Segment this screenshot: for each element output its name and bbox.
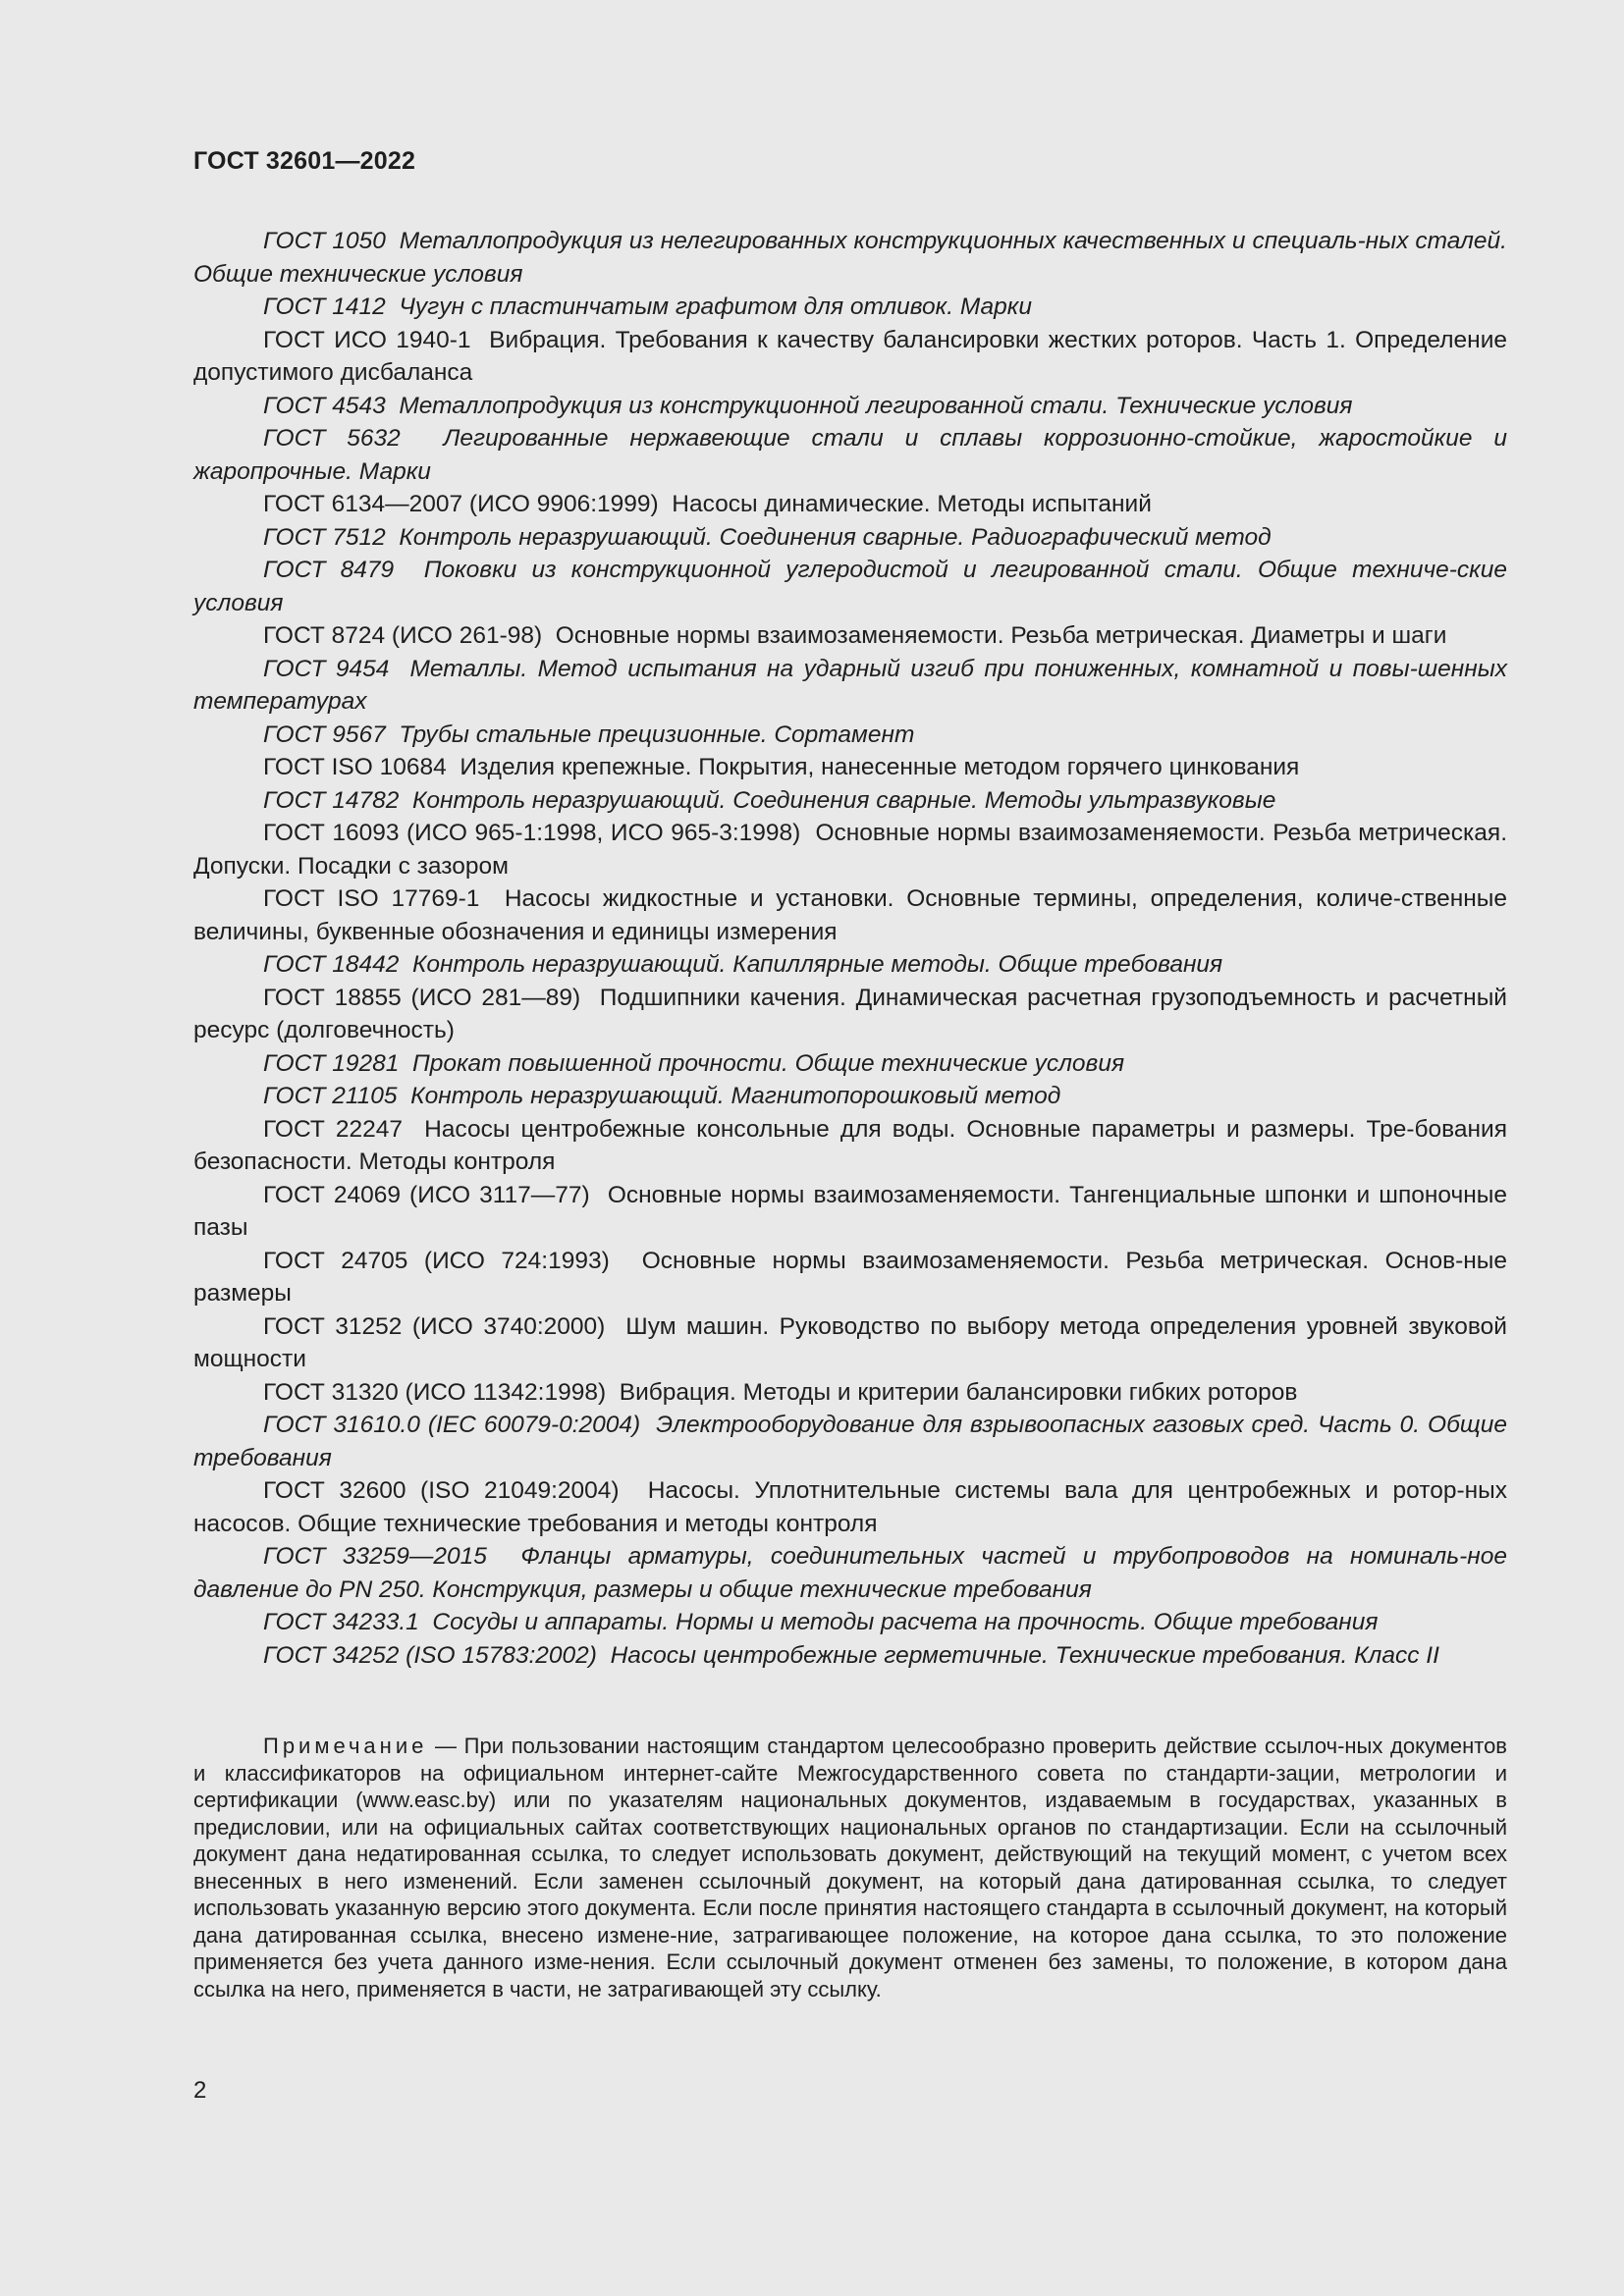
reference-code: ГОСТ ISO 10684: [263, 754, 447, 780]
reference-title: Вибрация. Требования к качеству балансировки жестких роторов. Часть 1. Определение допустимого дисбаланса: [193, 326, 1507, 386]
reference-entry: [193, 1409, 1507, 1474]
reference-code: ГОСТ 4543: [263, 392, 386, 419]
reference-entry: [193, 653, 1507, 719]
reference-entry: [193, 882, 1507, 948]
reference-code: ГОСТ 21105: [263, 1083, 398, 1109]
reference-code: ГОСТ 31252 (ИСО 3740:2000): [263, 1312, 606, 1340]
reference-title: Насосы жидкостные и установки. Основные термины, определения, количе-ственные величины, буквенные обозначения и единицы измерения: [193, 885, 1507, 945]
reference-title: Прокат повышенной прочности. Общие технические условия: [411, 1049, 1125, 1077]
reference-title: Металлопродукция из конструкционной легированной стали. Технические условия: [399, 392, 1353, 419]
reference-code: ГОСТ 31320 (ИСО 11342:1998): [263, 1378, 607, 1406]
reference-title: Основные нормы взаимозаменяемости. Тангенциальные шпонки и шпоночные пазы: [193, 1181, 1507, 1241]
reference-title: Электрооборудование для взрывоопасных газовых сред. Часть 0. Общие требования: [193, 1412, 1507, 1471]
page-number: 2: [193, 2077, 207, 2104]
reference-entry: [193, 390, 1507, 423]
reference-code: ГОСТ 6134—2007 (ИСО 9906:1999): [263, 491, 659, 517]
reference-title: Чугун с пластинчатым графитом для отливок. Марки: [399, 294, 1032, 320]
reference-entry: [193, 751, 1507, 784]
reference-title: Металлы. Метод испытания на ударный изгиб при пониженных, комнатной и повы-шенных температурах: [193, 655, 1507, 715]
reference-entry: [193, 1474, 1507, 1540]
reference-code: ГОСТ 9567: [263, 721, 386, 748]
reference-entry: [193, 521, 1507, 555]
reference-title: Основные нормы взаимозаменяемости. Резьба метрическая. Основ-ные размеры: [193, 1247, 1508, 1307]
reference-code: ГОСТ 8724 (ИСО 261-98): [263, 622, 543, 649]
reference-title: Насосы. Уплотнительные системы вала для центробежных и ротор-ных насосов. Общие технические требования и методы контроля: [193, 1477, 1507, 1537]
reference-code: ГОСТ 34252 (ISO 15783:2002): [263, 1641, 597, 1669]
reference-title: Легированные нержавеющие стали и сплавы коррозионно-стойкие, жаростойкие и жаропрочные. Марки: [193, 425, 1507, 485]
reference-title: Основные нормы взаимозаменяемости. Резьба метрическая. Допуски. Посадки с зазором: [193, 820, 1507, 880]
reference-code: ГОСТ 24069 (ИСО 3117—77): [263, 1181, 590, 1208]
reference-code: ГОСТ 1412: [263, 294, 386, 320]
reference-title: Насосы центробежные консольные для воды. Основные параметры и размеры. Тре-бования безопасности. Методы контроля: [193, 1115, 1507, 1175]
reference-code: ГОСТ 8479: [263, 557, 395, 583]
reference-title: Основные нормы взаимозаменяемости. Резьба метрическая. Диаметры и шаги: [555, 622, 1447, 649]
reference-entry: [193, 1047, 1507, 1081]
reference-entry: [193, 554, 1507, 619]
reference-code: ГОСТ 16093 (ИСО 965-1:1998, ИСО 965-3:1998): [263, 820, 801, 846]
reference-title: Подшипники качения. Динамическая расчетная грузоподъемность и расчетный ресурс (долговечность): [193, 984, 1507, 1043]
reference-title: Шум машин. Руководство по выбору метода определения уровней звуковой мощности: [193, 1312, 1507, 1372]
reference-code: ГОСТ 19281: [263, 1049, 400, 1077]
reference-entry: [193, 719, 1507, 752]
reference-title: Сосуды и аппараты. Нормы и методы расчета на прочность. Общие требования: [432, 1609, 1379, 1635]
reference-entry: [193, 817, 1507, 882]
reference-entry: [193, 1606, 1507, 1639]
reference-entry: [193, 1080, 1507, 1113]
note-text: — При пользовании настоящим стандартом целесообразно проверить действие ссылоч-ных документов и классификаторов на официальном интернет-сайте Межгосударственного совета по стандарти-зации, метрологии и сертификации (www.easc.by) или по указателям национальных документов, издаваемым в государствах, указанных в предисловии, или на официальных сайтах соответствующих национальных органов по стандартизации. Если на ссылочный документ дана недатированная ссылка, то следует использовать документ, действующий на текущий момент, с учетом всех внесенных в него изменений. Если заменен ссылочный документ, на который дана датированная ссылка, то следует использовать указанную версию этого документа. Если после принятия настоящего стандарта в ссылочный документ, на который дана датированная ссылка, внесено измене-ние, затрагивающее положение, на которое дана ссылка, то это положение применяется без учета данного изме-нения. Если ссылочный документ отменен без замены, то положение, в котором дана ссылка на него, применяется в части, не затрагивающей эту ссылку.: [193, 1734, 1507, 2002]
reference-code: ГОСТ ИСО 1940-1: [263, 326, 471, 353]
reference-entry: [193, 422, 1507, 488]
reference-entry: [193, 324, 1507, 390]
reference-entry: [193, 1179, 1507, 1245]
reference-title: Контроль неразрушающий. Соединения сварные. Методы ультразвуковые: [411, 786, 1276, 814]
reference-code: ГОСТ 7512: [263, 523, 386, 551]
reference-entry: [193, 1376, 1507, 1410]
reference-entry: [193, 225, 1507, 291]
reference-title: Вибрация. Методы и критерии балансировки гибких роторов: [619, 1378, 1298, 1406]
reference-entry: [193, 948, 1507, 982]
reference-code: ГОСТ 18442: [263, 951, 400, 978]
reference-entry: [193, 488, 1507, 521]
reference-entry: [193, 1113, 1507, 1179]
reference-title: Насосы динамические. Методы испытаний: [672, 491, 1152, 517]
reference-code: ГОСТ 33259—2015: [263, 1543, 487, 1570]
reference-entry: [193, 1639, 1507, 1673]
reference-title: Изделия крепежные. Покрытия, нанесенные методом горячего цинкования: [460, 754, 1300, 780]
reference-code: ГОСТ 1050: [263, 228, 386, 254]
note-label: Примечание: [263, 1734, 428, 1758]
reference-title: Трубы стальные прецизионные. Сортамент: [399, 721, 915, 748]
note-paragraph: [193, 1733, 1507, 2002]
reference-title: Контроль неразрушающий. Магнитопорошковый метод: [410, 1083, 1061, 1109]
reference-entry: [193, 291, 1507, 324]
reference-title: Металлопродукция из нелегированных конструкционных качественных и специаль-ных сталей. Общие технические условия: [193, 228, 1507, 288]
reference-code: ГОСТ 34233.1: [263, 1609, 419, 1635]
reference-code: ГОСТ 18855 (ИСО 281—89): [263, 984, 581, 1011]
reference-entry: [193, 982, 1507, 1047]
normative-references-list: [193, 225, 1507, 1672]
reference-title: Насосы центробежные герметичные. Технические требования. Класс II: [610, 1641, 1439, 1669]
reference-entry: [193, 1310, 1507, 1376]
reference-code: ГОСТ 24705 (ИСО 724:1993): [263, 1247, 610, 1274]
reference-title: Поковки из конструкционной углеродистой и легированной стали. Общие техниче-ские условия: [193, 557, 1507, 616]
reference-title: Контроль неразрушающий. Соединения сварные. Радиографический метод: [399, 523, 1272, 551]
reference-code: ГОСТ 22247: [263, 1115, 403, 1143]
reference-code: ГОСТ ISO 17769-1: [263, 885, 480, 912]
reference-title: Фланцы арматуры, соединительных частей и трубопроводов на номиналь-ное давление до PN 250. Конструкция, размеры и общие технические требования: [193, 1543, 1507, 1603]
reference-entry: [193, 784, 1507, 818]
reference-title: Контроль неразрушающий. Капиллярные методы. Общие требования: [411, 951, 1223, 978]
reference-code: ГОСТ 14782: [263, 786, 400, 814]
reference-code: ГОСТ 9454: [263, 655, 390, 682]
reference-entry: [193, 619, 1507, 653]
reference-code: ГОСТ 32600 (ISO 21049:2004): [263, 1477, 620, 1504]
reference-code: ГОСТ 31610.0 (IEC 60079-0:2004): [263, 1412, 641, 1438]
document-header: ГОСТ 32601—2022: [193, 147, 416, 175]
reference-code: ГОСТ 5632: [263, 425, 401, 452]
reference-entry: [193, 1540, 1507, 1606]
reference-entry: [193, 1245, 1507, 1310]
